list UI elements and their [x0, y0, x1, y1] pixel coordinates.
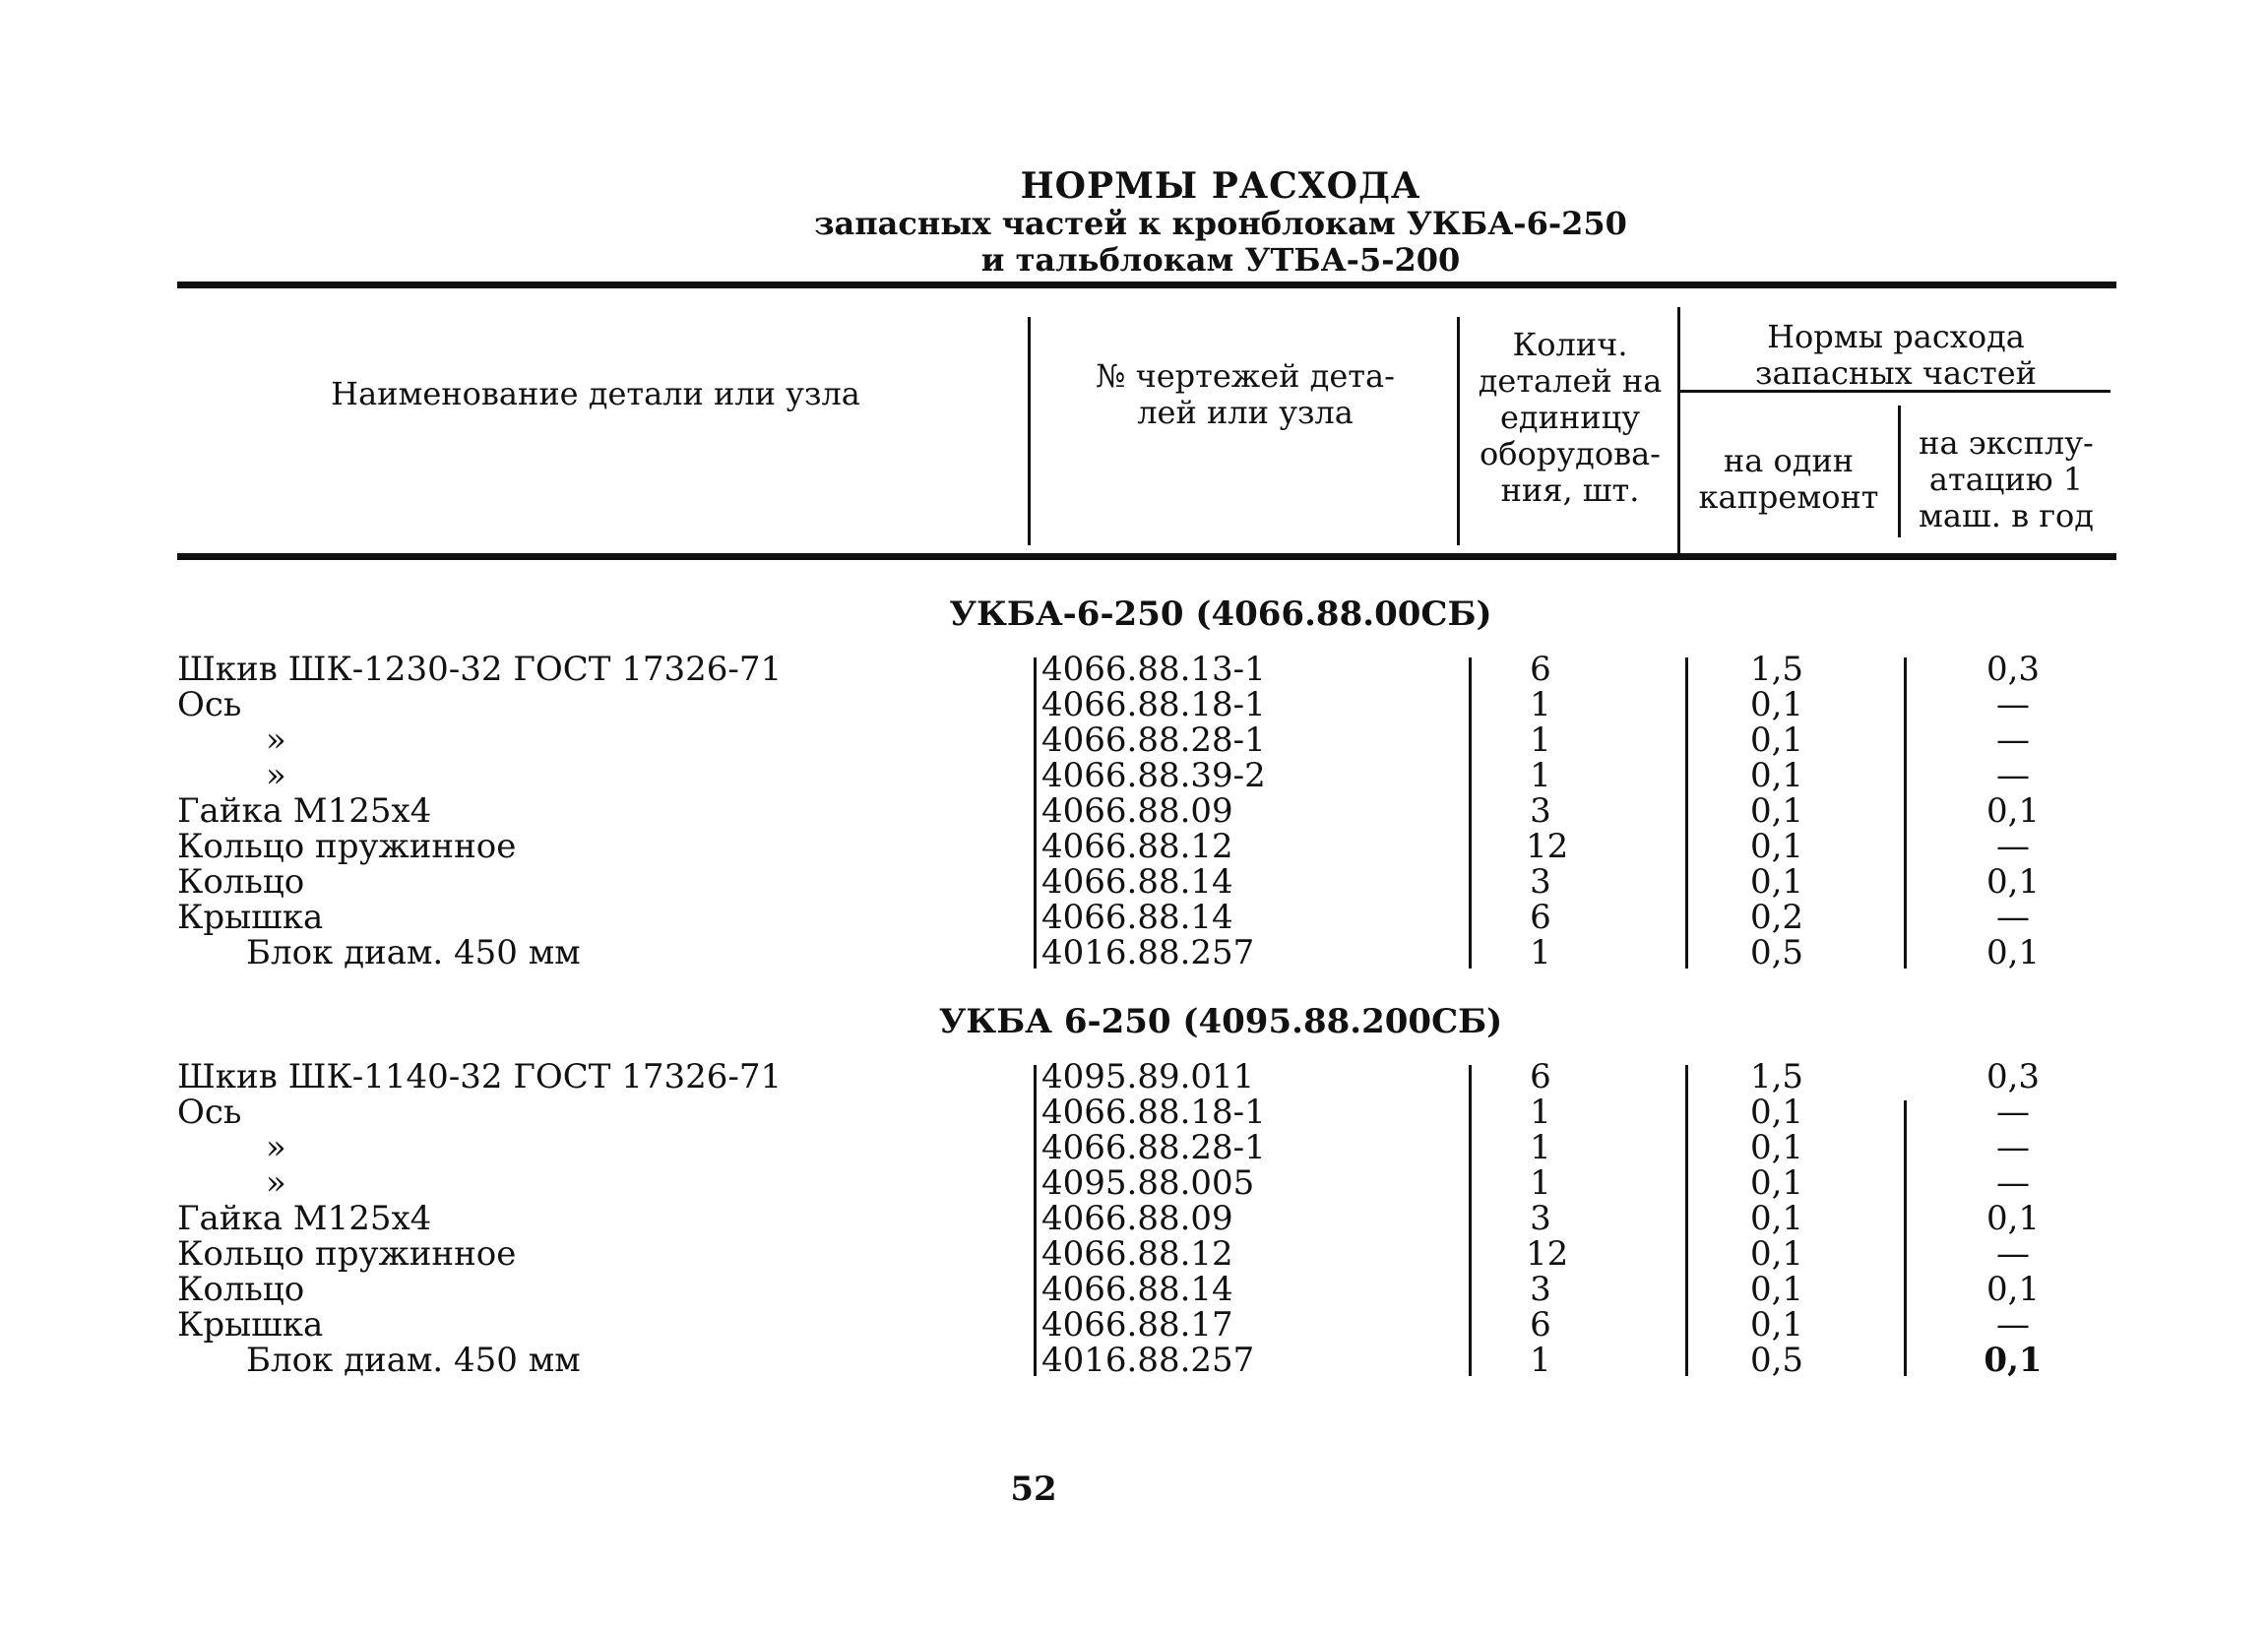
col-header-name: Наименование детали или узла: [331, 375, 860, 412]
header-divider-4: [1898, 406, 1901, 537]
quantity: 3: [1530, 791, 1551, 831]
repair-norm: 1,5: [1749, 1057, 1804, 1096]
repair-norm: 0,1: [1749, 827, 1804, 866]
part-name: Кольцо пружинное: [177, 1234, 517, 1274]
col-header-norms-line1: Нормы расхода: [1767, 318, 2025, 355]
table-row: [0, 1201, 2268, 1236]
repair-norm: 0,1: [1749, 1305, 1804, 1345]
yearly-norm: —: [1996, 898, 2030, 937]
table-row: [0, 864, 2268, 900]
part-name: Шкив ШК-1230-32 ГОСТ 17326-71: [177, 650, 783, 689]
col-header-qty: [1461, 327, 1679, 509]
repair-norm: 0,2: [1749, 898, 1804, 937]
table-row: [0, 1272, 2268, 1307]
table-row: [0, 793, 2268, 829]
quantity: 12: [1526, 827, 1569, 866]
part-name: »: [266, 1128, 286, 1167]
drawing-number: 4066.88.14: [1041, 1270, 1233, 1309]
quantity: 6: [1530, 650, 1551, 689]
drawing-number: 4066.88.14: [1041, 898, 1233, 937]
table-row: [0, 1307, 2268, 1343]
part-name: Крышка: [177, 1305, 324, 1345]
yearly-norm: —: [1996, 685, 2030, 724]
col-header-norms-line2: запасных частей: [1755, 354, 2037, 392]
yearly-norm: —: [1996, 1234, 2030, 1274]
quantity: 1: [1530, 933, 1551, 972]
table-row: [0, 758, 2268, 793]
quantity: 6: [1530, 1057, 1551, 1096]
yearly-norm: 0,1: [1985, 1199, 2041, 1238]
page-number: 52: [1010, 1470, 1057, 1509]
document-subtitle-line1: запасных частей к кронблокам УКБА-6-250: [814, 205, 1627, 242]
drawing-number: 4066.88.13-1: [1041, 650, 1266, 689]
yearly-norm: —: [1996, 756, 2030, 795]
drawing-number: 4066.88.39-2: [1041, 756, 1266, 795]
table-row: [0, 900, 2268, 935]
repair-norm: 0,1: [1749, 720, 1804, 760]
part-name: Гайка М125х4: [177, 1199, 432, 1238]
quantity: 6: [1530, 898, 1551, 937]
yearly-norm: 0,1: [1985, 1270, 2041, 1309]
col-header-year-line2: атацию 1: [1928, 461, 2084, 498]
table-row: [0, 1095, 2268, 1130]
part-name: Блок диам. 450 мм: [246, 1341, 581, 1380]
drawing-number: 4066.88.12: [1041, 827, 1233, 866]
quantity: 1: [1530, 756, 1551, 795]
table-top-rule: [177, 282, 2116, 288]
repair-norm: 0,1: [1749, 685, 1804, 724]
part-name: »: [266, 720, 286, 760]
drawing-number: 4066.88.28-1: [1041, 1128, 1266, 1167]
repair-norm: 0,5: [1749, 1341, 1804, 1380]
table-row: [0, 1130, 2268, 1165]
col-header-drawing-line2: лей или узла: [1137, 394, 1354, 431]
quantity: 1: [1530, 1341, 1551, 1380]
drawing-number: 4016.88.257: [1041, 1341, 1255, 1380]
drawing-number: 4066.88.28-1: [1041, 720, 1266, 760]
yearly-norm: —: [1996, 1305, 2030, 1345]
yearly-norm: 0,1: [1985, 862, 2041, 902]
quantity: 6: [1530, 1305, 1551, 1345]
repair-norm: 0,1: [1749, 1234, 1804, 1274]
col-header-drawing: [1034, 358, 1457, 431]
yearly-norm: 0,1: [1985, 933, 2041, 972]
part-name: Ось: [177, 1093, 242, 1132]
quantity: 1: [1530, 1128, 1551, 1167]
repair-norm: 0,1: [1749, 1270, 1804, 1309]
yearly-norm: —: [1996, 1093, 2030, 1132]
quantity: 1: [1530, 1163, 1551, 1203]
quantity: 1: [1530, 720, 1551, 760]
yearly-norm: —: [1996, 720, 2030, 760]
part-name: Кольцо: [177, 1270, 305, 1309]
part-name: »: [266, 756, 286, 795]
col-header-qty-line1: Колич.: [1512, 326, 1628, 363]
yearly-norm: 0,3: [1985, 650, 2041, 689]
table-row: [0, 1343, 2268, 1378]
part-name: Крышка: [177, 898, 324, 937]
repair-norm: 0,1: [1749, 1128, 1804, 1167]
col-header-norms: [1679, 319, 2112, 392]
repair-norm: 0,1: [1749, 791, 1804, 831]
document-title: НОРМЫ РАСХОДА: [1020, 165, 1421, 207]
table-row: [0, 1165, 2268, 1201]
table-row: [0, 935, 2268, 970]
yearly-norm: 0,1: [1984, 1341, 2043, 1380]
table-row: [0, 652, 2268, 687]
repair-norm: 1,5: [1749, 650, 1804, 689]
col-header-qty-line5: ния, шт.: [1500, 471, 1640, 509]
col-header-repair-line2: капремонт: [1698, 478, 1879, 516]
table-row: [0, 1236, 2268, 1272]
quantity: 1: [1530, 685, 1551, 724]
part-name: Шкив ШК-1140-32 ГОСТ 17326-71: [177, 1057, 783, 1096]
repair-norm: 0,1: [1749, 756, 1804, 795]
col-header-drawing-line1: № чертежей дета-: [1096, 357, 1395, 395]
quantity: 12: [1526, 1234, 1569, 1274]
col-header-qty-line3: единицу: [1499, 399, 1641, 436]
yearly-norm: —: [1996, 827, 2030, 866]
section-title: УКБА-6-250 (4066.88.00СБ): [949, 594, 1492, 634]
col-header-repair: [1679, 443, 1898, 516]
col-header-year-line3: маш. в год: [1919, 497, 2094, 534]
drawing-number: 4066.88.17: [1041, 1305, 1233, 1345]
header-divider-1: [1028, 317, 1031, 545]
repair-norm: 0,1: [1749, 862, 1804, 902]
col-header-qty-line2: деталей на: [1478, 362, 1663, 400]
col-header-repair-line1: на один: [1723, 442, 1855, 479]
drawing-number: 4066.88.09: [1041, 1199, 1233, 1238]
drawing-number: 4095.88.005: [1041, 1163, 1255, 1203]
yearly-norm: —: [1996, 1163, 2030, 1203]
col-header-year: [1902, 425, 2110, 534]
document-subtitle-line2: и тальблокам УТБА-5-200: [980, 241, 1461, 279]
part-name: Кольцо: [177, 862, 305, 902]
part-name: Блок диам. 450 мм: [246, 933, 581, 972]
table-row: [0, 829, 2268, 864]
section-title: УКБА 6-250 (4095.88.200СБ): [938, 1002, 1503, 1041]
header-divider-2: [1457, 317, 1460, 545]
drawing-number: 4066.88.18-1: [1041, 1093, 1266, 1132]
part-name: Ось: [177, 685, 242, 724]
part-name: »: [266, 1163, 286, 1203]
drawing-number: 4095.89.011: [1041, 1057, 1255, 1096]
repair-norm: 0,5: [1749, 933, 1804, 972]
col-header-qty-line4: оборудова-: [1480, 435, 1661, 472]
yearly-norm: —: [1996, 1128, 2030, 1167]
drawing-number: 4066.88.09: [1041, 791, 1233, 831]
quantity: 3: [1530, 1199, 1551, 1238]
table-row: [0, 687, 2268, 722]
quantity: 3: [1530, 862, 1551, 902]
part-name: Гайка М125х4: [177, 791, 432, 831]
yearly-norm: 0,3: [1985, 1057, 2041, 1096]
quantity: 1: [1530, 1093, 1551, 1132]
table-row: [0, 1059, 2268, 1095]
drawing-number: 4066.88.12: [1041, 1234, 1233, 1274]
drawing-number: 4066.88.18-1: [1041, 685, 1266, 724]
yearly-norm: 0,1: [1985, 791, 2041, 831]
repair-norm: 0,1: [1749, 1199, 1804, 1238]
part-name: Кольцо пружинное: [177, 827, 517, 866]
quantity: 3: [1530, 1270, 1551, 1309]
header-bottom-rule: [177, 553, 2116, 560]
repair-norm: 0,1: [1749, 1093, 1804, 1132]
drawing-number: 4016.88.257: [1041, 933, 1255, 972]
col-header-year-line1: на эксплу-: [1919, 424, 2094, 462]
repair-norm: 0,1: [1749, 1163, 1804, 1203]
table-row: [0, 722, 2268, 758]
drawing-number: 4066.88.14: [1041, 862, 1233, 902]
